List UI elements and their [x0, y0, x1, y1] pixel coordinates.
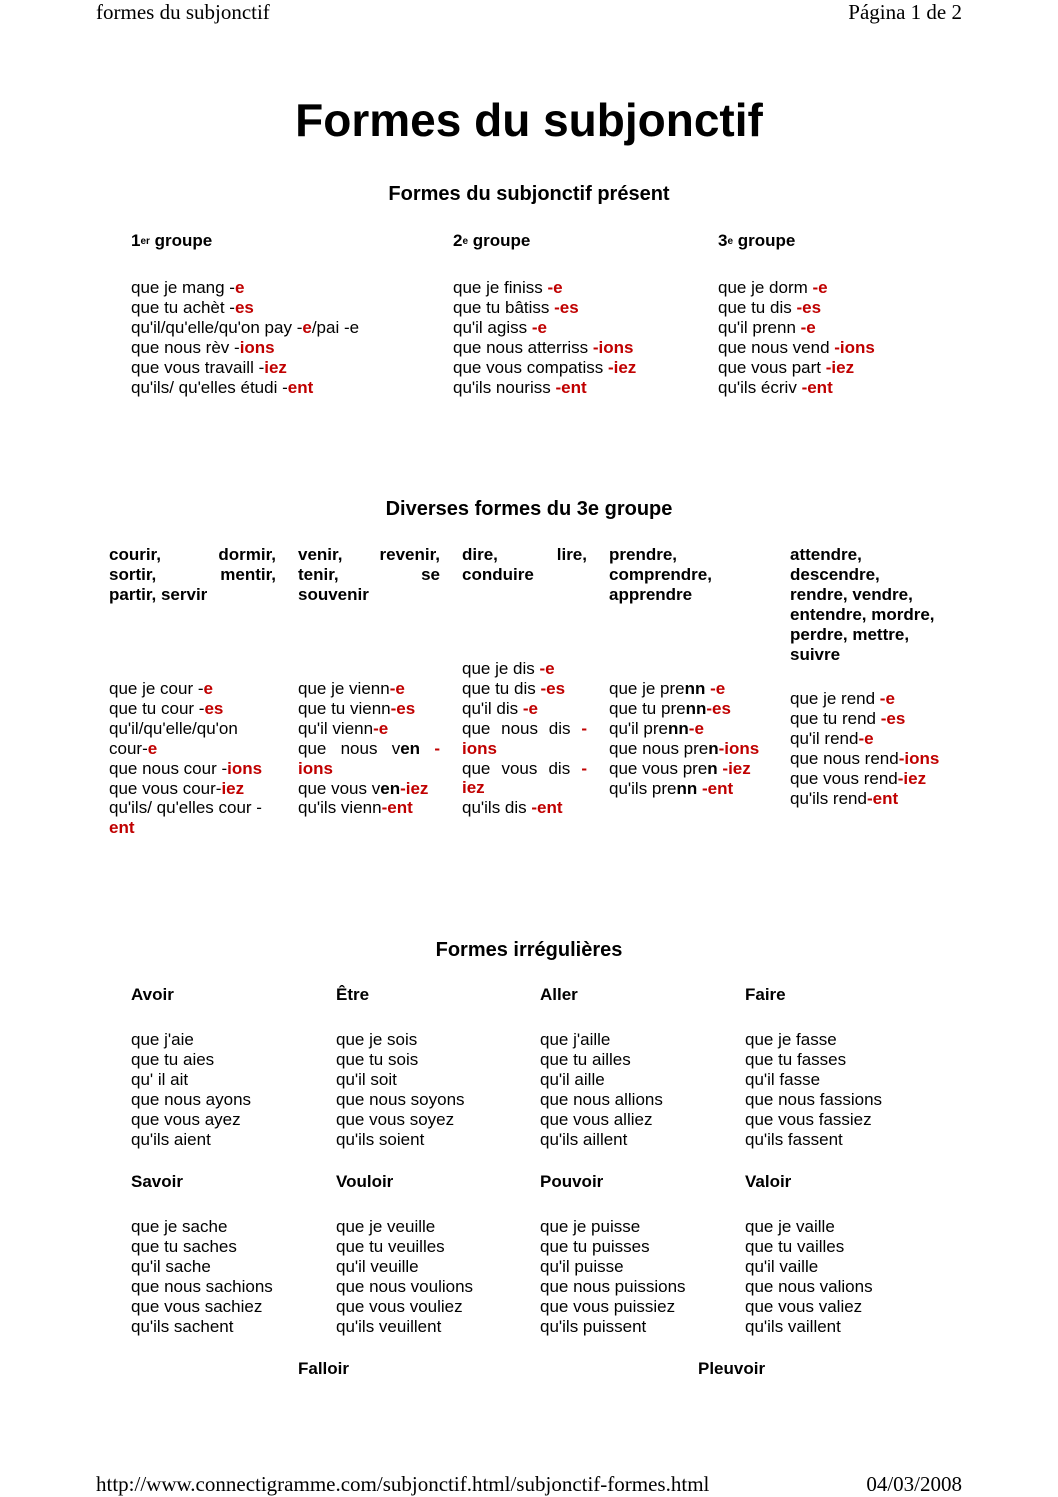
conjugation-line: que je finiss -e — [453, 278, 563, 297]
group-2-forms — [453, 278, 636, 397]
verb-name-falloir: Falloir — [298, 1359, 350, 1378]
conjugation-line: que je mang -e — [131, 278, 245, 297]
courir-forms: que je cour -e que tu cour -es qu'il/qu'elle/qu'on cour-e que nous cour -ions que vous cour-iez qu'ils/ qu'elles cour - ent — [109, 679, 263, 838]
group-heading-3: 3e groupe — [718, 231, 796, 250]
dire-forms: que je dis -e que tu dis -es qu'il dis -e que nous dis - ions que vous dis - iez qu'ils dis -ent — [462, 659, 587, 818]
group-heading-1: 1er groupe — [131, 231, 213, 250]
vouloir-forms: que je veuille que tu veuilles qu'il veuille que nous voulions que vous vouliez qu'ils veuillent — [336, 1217, 474, 1336]
verb-name-pouvoir: Pouvoir — [540, 1172, 604, 1191]
valoir-forms: que je vaille que tu vailles qu'il vaille que nous valions que vous valiez qu'ils vaillent — [745, 1217, 873, 1336]
verb-name-pleuvoir: Pleuvoir — [698, 1359, 766, 1378]
group-heading-2: 2e groupe — [453, 231, 531, 250]
avoir-forms: que j'aie que tu aies qu' il ait que nous ayons que vous ayez qu'ils aient — [131, 1030, 252, 1149]
conjugation-line: que nous vend -ions — [718, 337, 875, 357]
etre-forms: que je sois que tu sois qu'il soit que nous soyons que vous soyez qu'ils soient — [336, 1030, 465, 1149]
conjugation-line: qu'il agiss -e — [453, 317, 547, 337]
savoir-forms: que je sache que tu saches qu'il sache que nous sachions que vous sachiez qu'ils sachent — [131, 1217, 273, 1336]
conjugation-line: que tu achèt -es — [131, 297, 254, 317]
conjugation-line: qu'ils écriv -ent — [718, 377, 833, 397]
verb-name-aller: Aller — [540, 985, 578, 1004]
section-heading-present: Formes du subjonctif présent — [388, 183, 670, 205]
section-heading-irregular: Formes irrégulières — [435, 939, 623, 961]
footer-url[interactable]: http://www.connectigramme.com/subjonctif.html/subjonctif-formes.html — [96, 1472, 710, 1496]
conjugation-line: qu'il/qu'elle/qu'on pay -e/pai -e — [131, 317, 360, 337]
verb-name-etre: Être — [336, 985, 370, 1004]
pouvoir-forms: que je puisse que tu puisses qu'il puisse que nous puissions que vous puissiez qu'ils puissent — [540, 1217, 686, 1336]
page-number: Página 1 de 2 — [848, 0, 962, 24]
verb-list-heading-dire: dire, lire, conduire — [462, 545, 587, 584]
page-title: Formes du subjonctif — [295, 94, 763, 146]
group-3-forms — [718, 278, 875, 397]
aller-forms: que j'aille que tu ailles qu'il aille que nous allions que vous alliez qu'ils aillent — [540, 1030, 663, 1149]
verb-name-faire: Faire — [745, 985, 786, 1004]
conjugation-line: qu'il prenn -e — [718, 317, 816, 337]
verb-name-vouloir: Vouloir — [336, 1172, 394, 1191]
footer-date: 04/03/2008 — [866, 1472, 962, 1496]
verb-name-avoir: Avoir — [131, 985, 174, 1004]
conjugation-line: qu'ils/ qu'elles étudi -ent — [131, 377, 314, 397]
conjugation-line: que je dorm -e — [718, 278, 828, 297]
conjugation-line: que nous rèv -ions — [131, 337, 275, 357]
verb-list-heading-attendre: attendre, descendre, rendre, vendre, entendre, mordre, perdre, mettre, suivre — [790, 545, 935, 664]
prendre-forms: que je prenn -e que tu prenn-es qu'il prenn-e que nous pren-ions que vous pren -iez qu'ils prenn -ent — [609, 679, 760, 798]
faire-forms: que je fasse que tu fasses qu'il fasse que nous fassions que vous fassiez qu'ils fassent — [745, 1030, 883, 1149]
conjugation-line: que tu bâtiss -es — [453, 297, 579, 317]
verb-name-valoir: Valoir — [745, 1172, 792, 1191]
verb-name-savoir: Savoir — [131, 1172, 183, 1191]
conjugation-line: que nous atterriss -ions — [453, 337, 634, 357]
attendre-forms: que je rend -e que tu rend -es qu'il rend-e que nous rend-ions que vous rend-iez qu'ils rend-ent — [790, 689, 940, 808]
verb-list-heading-courir: courir, dormir, sortir, mentir, partir, servir — [109, 545, 276, 604]
conjugation-line: que vous part -iez — [718, 357, 855, 377]
conjugation-line: que vous travaill -iez — [131, 357, 287, 377]
conjugation-line: que vous compatiss -iez — [453, 357, 637, 377]
verb-list-heading-venir: venir, revenir, tenir, se souvenir — [298, 545, 440, 604]
conjugation-line: qu'ils nouriss -ent — [453, 377, 587, 397]
venir-forms: que je vienn-e que tu vienn-es qu'il vienn-e que nous ven - ions que vous ven-iez qu'ils vienn-ent — [298, 679, 440, 818]
section-heading-diverses: Diverses formes du 3e groupe — [385, 498, 673, 520]
verb-list-heading-prendre: prendre, comprendre, apprendre — [609, 545, 712, 604]
group-1-forms — [131, 278, 359, 397]
conjugation-line: que tu dis -es — [718, 297, 822, 317]
page-header-title: formes du subjonctif — [96, 0, 270, 24]
